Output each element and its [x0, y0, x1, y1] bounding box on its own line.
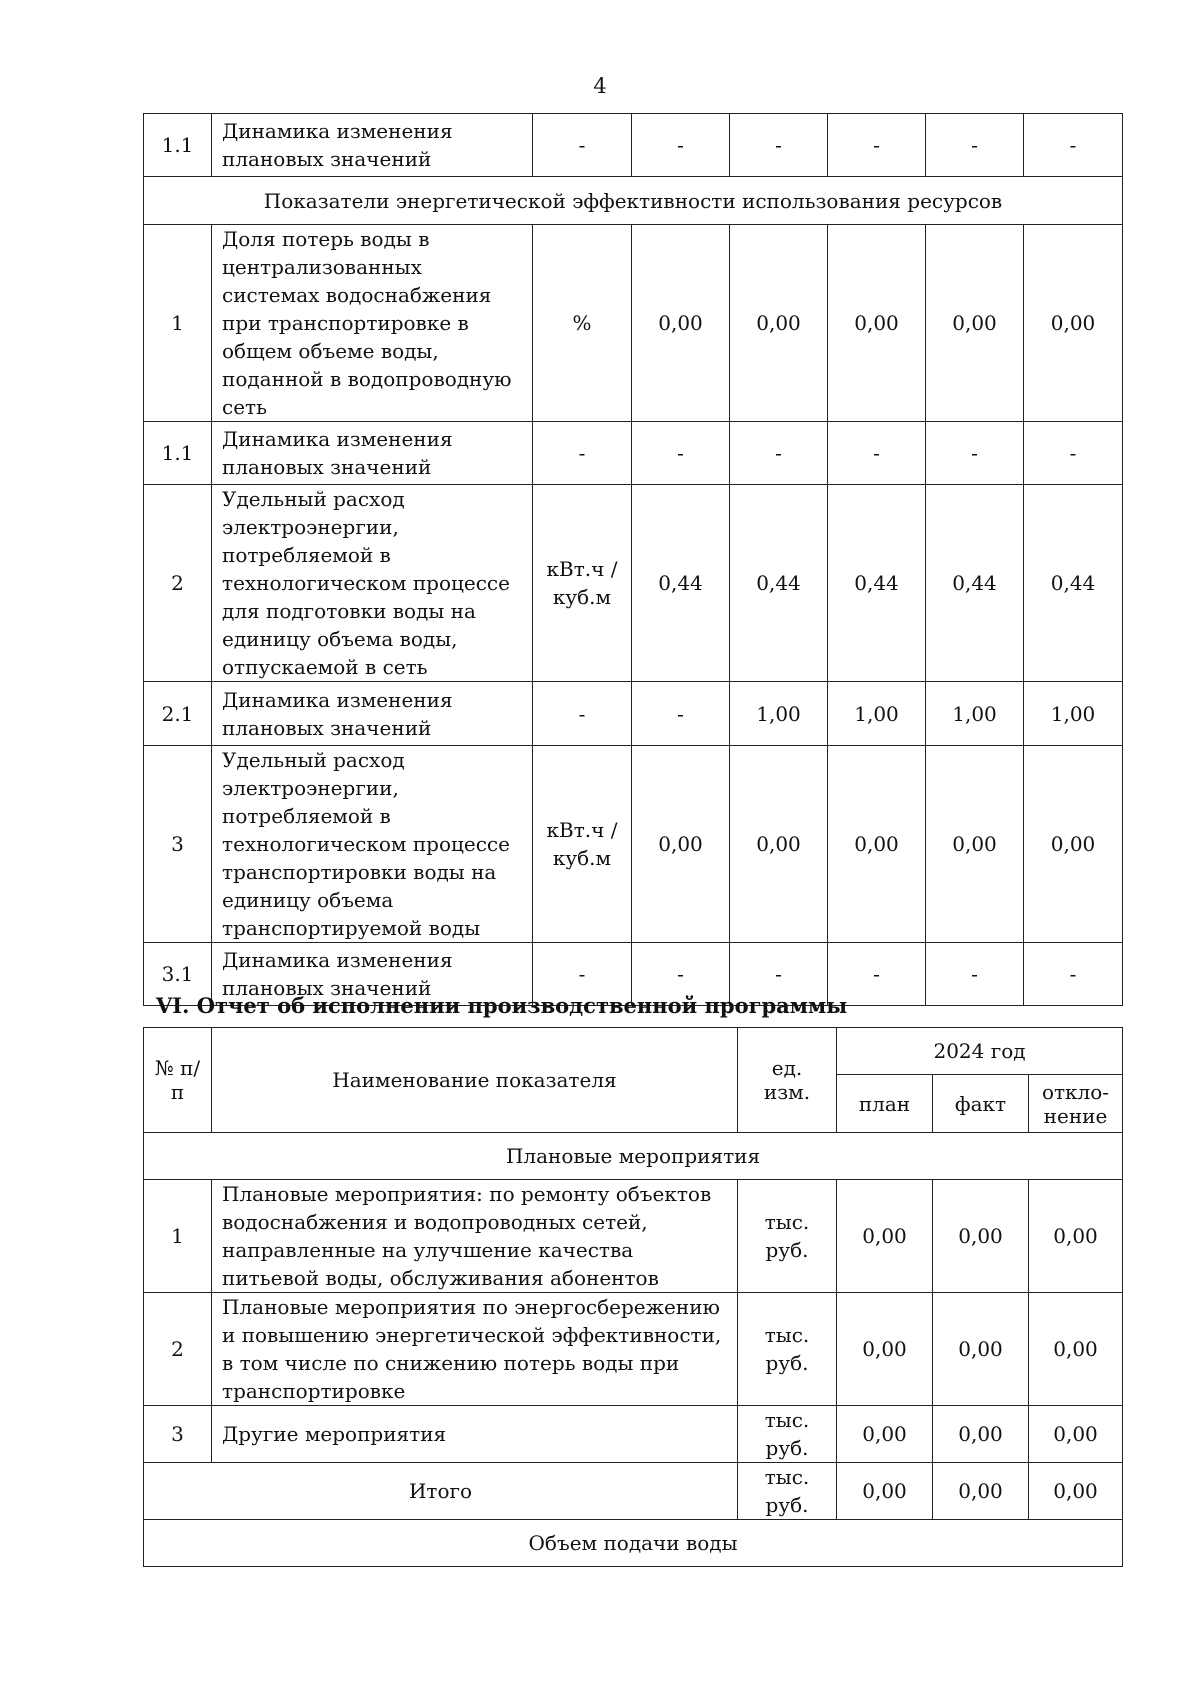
unit-cell: кВт.ч / куб.м: [533, 746, 632, 943]
value-cell: -: [1024, 943, 1123, 1006]
measure-name: Плановые мероприятия: по ремонту объектов водоснабжения и водопроводных сетей, направленные на улучшение качества питьевой воды, обслуживания абонентов: [212, 1180, 738, 1293]
row-number: 1.1: [144, 114, 212, 177]
value-cell: 0,44: [828, 485, 926, 682]
indicators-table: [143, 113, 1123, 1006]
header-unit: ед. изм.: [738, 1028, 837, 1133]
row-number: 1.1: [144, 422, 212, 485]
table-section-row: [144, 1133, 1123, 1180]
indicator-name: Динамика изменения плановых значений: [212, 422, 533, 485]
value-cell: -: [632, 943, 730, 1006]
value-cell: 0,00: [926, 225, 1024, 422]
value-cell: -: [632, 114, 730, 177]
value-cell: 0,00: [632, 225, 730, 422]
unit-cell: тыс. руб.: [738, 1180, 837, 1293]
value-cell: -: [828, 114, 926, 177]
indicator-name: Доля потерь воды в централизованных системах водоснабжения при транспортировке в общем объеме воды, поданной в водопроводную сеть: [212, 225, 533, 422]
indicator-name: Динамика изменения плановых значений: [212, 943, 533, 1006]
indicator-name: Динамика изменения плановых значений: [212, 114, 533, 177]
row-number: 2: [144, 1293, 212, 1406]
value-cell: -: [730, 943, 828, 1006]
unit-cell: тыс. руб.: [738, 1293, 837, 1406]
value-cell: 0,00: [1024, 225, 1123, 422]
section-header: Показатели энергетической эффективности использования ресурсов: [144, 177, 1123, 225]
table-row: [144, 422, 1123, 485]
table-row: [144, 1293, 1123, 1406]
row-number: 2.1: [144, 682, 212, 746]
section-title: VI. Отчет об исполнении производственной программы: [156, 993, 848, 1018]
table-row: [144, 225, 1123, 422]
table-row: [144, 746, 1123, 943]
total-label: Итого: [144, 1463, 738, 1520]
table-row: [144, 1180, 1123, 1293]
indicator-name: Удельный расход электроэнергии, потребляемой в технологическом процессе для подготовки воды на единицу объема воды, отпускаемой в сеть: [212, 485, 533, 682]
value-cell: -: [632, 422, 730, 485]
unit-cell: -: [533, 422, 632, 485]
table-row: [144, 485, 1123, 682]
program-report-table: [143, 1027, 1123, 1567]
section-header: Объем подачи воды: [144, 1520, 1123, 1567]
header-fact: факт: [933, 1075, 1029, 1133]
value-cell: 0,44: [632, 485, 730, 682]
value-cell: 0,00: [828, 746, 926, 943]
value-cell: 0,00: [730, 225, 828, 422]
row-number: 2: [144, 485, 212, 682]
row-number: 1: [144, 1180, 212, 1293]
unit-cell: %: [533, 225, 632, 422]
measure-name: Другие мероприятия: [212, 1406, 738, 1463]
fact-cell: 0,00: [933, 1293, 1029, 1406]
section-header: Плановые мероприятия: [144, 1133, 1123, 1180]
measure-name: Плановые мероприятия по энергосбережению и повышению энергетической эффективности, в том числе по снижению потерь воды при транспортировке: [212, 1293, 738, 1406]
value-cell: -: [926, 114, 1024, 177]
deviation-cell: 0,00: [1029, 1180, 1123, 1293]
value-cell: -: [632, 682, 730, 746]
table-header-row: [144, 1028, 1123, 1075]
value-cell: -: [730, 422, 828, 485]
plan-cell: 0,00: [837, 1293, 933, 1406]
unit-cell: кВт.ч / куб.м: [533, 485, 632, 682]
plan-cell: 0,00: [837, 1180, 933, 1293]
header-plan: план: [837, 1075, 933, 1133]
value-cell: -: [828, 943, 926, 1006]
unit-cell: тыс. руб.: [738, 1463, 837, 1520]
value-cell: -: [926, 943, 1024, 1006]
fact-cell: 0,00: [933, 1180, 1029, 1293]
value-cell: 0,44: [926, 485, 1024, 682]
value-cell: -: [1024, 114, 1123, 177]
row-number: 3.1: [144, 943, 212, 1006]
unit-cell: -: [533, 682, 632, 746]
indicator-name: Динамика изменения плановых значений: [212, 682, 533, 746]
table-row: [144, 114, 1123, 177]
value-cell: 0,00: [926, 746, 1024, 943]
fact-cell: 0,00: [933, 1406, 1029, 1463]
value-cell: 1,00: [730, 682, 828, 746]
unit-cell: -: [533, 114, 632, 177]
table-section-row: [144, 1520, 1123, 1567]
value-cell: 0,44: [730, 485, 828, 682]
table-row: [144, 1406, 1123, 1463]
unit-cell: тыс. руб.: [738, 1406, 837, 1463]
unit-cell: -: [533, 943, 632, 1006]
table-section-row: [144, 177, 1123, 225]
value-cell: 1,00: [926, 682, 1024, 746]
table-total-row: [144, 1463, 1123, 1520]
fact-cell: 0,00: [933, 1463, 1029, 1520]
value-cell: 0,00: [828, 225, 926, 422]
row-number: 3: [144, 1406, 212, 1463]
page-number: 4: [593, 74, 607, 98]
row-number: 3: [144, 746, 212, 943]
indicator-name: Удельный расход электроэнергии, потребляемой в технологическом процессе транспортировки воды на единицу объема транспортируемой воды: [212, 746, 533, 943]
value-cell: 1,00: [828, 682, 926, 746]
plan-cell: 0,00: [837, 1463, 933, 1520]
header-name: Наименование показателя: [212, 1028, 738, 1133]
header-number: № п/п: [144, 1028, 212, 1133]
header-year: 2024 год: [837, 1028, 1123, 1075]
value-cell: -: [828, 422, 926, 485]
table-row: [144, 682, 1123, 746]
deviation-cell: 0,00: [1029, 1293, 1123, 1406]
header-deviation: откло-нение: [1029, 1075, 1123, 1133]
plan-cell: 0,00: [837, 1406, 933, 1463]
value-cell: 0,00: [730, 746, 828, 943]
value-cell: 0,00: [1024, 746, 1123, 943]
value-cell: 1,00: [1024, 682, 1123, 746]
value-cell: 0,44: [1024, 485, 1123, 682]
row-number: 1: [144, 225, 212, 422]
value-cell: -: [926, 422, 1024, 485]
deviation-cell: 0,00: [1029, 1406, 1123, 1463]
value-cell: -: [730, 114, 828, 177]
value-cell: -: [1024, 422, 1123, 485]
value-cell: 0,00: [632, 746, 730, 943]
deviation-cell: 0,00: [1029, 1463, 1123, 1520]
